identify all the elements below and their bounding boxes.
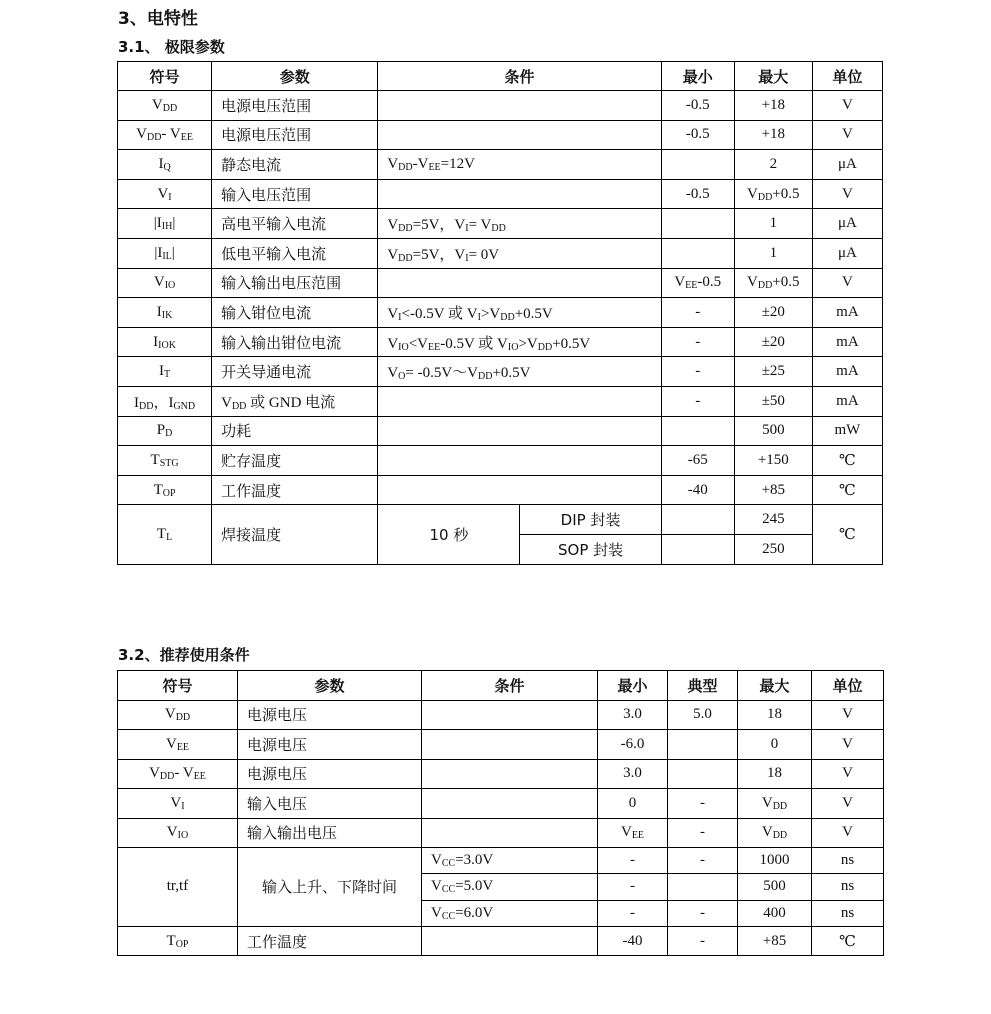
min-cell [661, 416, 734, 446]
table-row [118, 150, 883, 180]
parameter-cell: 焊接温度 [212, 505, 378, 564]
unit-cell: μA [812, 238, 882, 268]
recommended-conditions-table [117, 670, 884, 956]
min-cell: - [598, 900, 668, 926]
unit-cell: mA [812, 327, 882, 357]
symbol-cell: $V_{DD}$ [118, 91, 212, 121]
header-symbol: 符号 [118, 62, 212, 91]
max-cell: +150 [734, 446, 812, 476]
absolute-max-ratings-table [117, 61, 883, 565]
min-cell: - [661, 298, 734, 328]
unit-cell: V [812, 759, 884, 789]
condition-cell [378, 446, 661, 476]
condition-cell [378, 268, 661, 298]
max-cell: ±50 [734, 386, 812, 416]
unit-cell: μA [812, 150, 882, 180]
min-cell: $V_{EE}$ [598, 818, 668, 848]
parameter-cell: 工作温度 [212, 475, 378, 505]
table-row [118, 730, 884, 760]
condition-cell [378, 475, 661, 505]
condition-cell: $V_{DD}=5V$，$V_I= V_{DD}$ [378, 209, 661, 239]
condition-cell [378, 179, 661, 209]
table-row [118, 268, 883, 298]
max-cell: +18 [734, 91, 812, 121]
typ-cell: - [668, 926, 738, 956]
condition-cell [422, 818, 598, 848]
condition-cell [422, 926, 598, 956]
header-unit: 单位 [812, 671, 884, 701]
unit-cell: V [812, 268, 882, 298]
max-cell: 1 [734, 238, 812, 268]
unit-cell: ns [812, 900, 884, 926]
max-cell: 1 [734, 209, 812, 239]
symbol-cell: $V_I$ [118, 179, 212, 209]
parameter-cell: 输入电压范围 [212, 179, 378, 209]
condition-cell: 10 秒 [378, 505, 520, 564]
parameter-cell: 输入上升、下降时间 [238, 848, 422, 927]
min-cell: -6.0 [598, 730, 668, 760]
header-unit: 单位 [812, 62, 882, 91]
table-row [118, 789, 884, 819]
min-cell: -40 [661, 475, 734, 505]
symbol-cell: tr,tf [118, 848, 238, 927]
table-row [118, 209, 883, 239]
unit-cell: V [812, 179, 882, 209]
unit-cell: mA [812, 357, 882, 387]
header-parameter: 参数 [238, 671, 422, 701]
condition-cell: $V_{DD}=5V$，$V_I= 0V$ [378, 238, 661, 268]
symbol-cell: $T_{STG}$ [118, 446, 212, 476]
symbol-cell: $T_{OP}$ [118, 475, 212, 505]
max-cell: 500 [738, 874, 812, 900]
parameter-cell: 贮存温度 [212, 446, 378, 476]
typ-cell: - [668, 789, 738, 819]
condition-cell: $V_{CC}=5.0V$ [422, 874, 598, 900]
min-cell: - [598, 874, 668, 900]
typ-cell: 5.0 [668, 700, 738, 730]
max-cell: 18 [738, 700, 812, 730]
unit-cell: mW [812, 416, 882, 446]
min-cell: 3.0 [598, 700, 668, 730]
symbol-cell: $V_{IO}$ [118, 268, 212, 298]
absolute-max-ratings-title: 3.1、 极限参数 [118, 38, 225, 56]
condition-cell [422, 789, 598, 819]
parameter-cell: 开关导通电流 [212, 357, 378, 387]
condition-cell: $V_{IO}<V_{EE}-0.5V$ 或 $V_{IO}>V_{DD}+0.5V$ [378, 327, 661, 357]
max-cell: ±25 [734, 357, 812, 387]
table-row [118, 238, 883, 268]
symbol-cell: $V_I$ [118, 789, 238, 819]
max-cell: 500 [734, 416, 812, 446]
min-cell [661, 150, 734, 180]
condition-cell: $V_{CC}=3.0V$ [422, 848, 598, 874]
table-row [118, 327, 883, 357]
table-row [118, 386, 883, 416]
unit-cell: ℃ [812, 446, 882, 476]
symbol-cell: $V_{EE}$ [118, 730, 238, 760]
package-cell: DIP 封装 [520, 505, 661, 535]
condition-cell [378, 91, 661, 121]
parameter-cell: 输入钳位电流 [212, 298, 378, 328]
max-cell: 0 [738, 730, 812, 760]
max-cell: ±20 [734, 327, 812, 357]
max-cell: $V_{DD}$ [738, 789, 812, 819]
min-cell: - [661, 327, 734, 357]
max-cell: +18 [734, 120, 812, 150]
typ-cell: - [668, 848, 738, 874]
min-cell: -0.5 [661, 179, 734, 209]
unit-cell: ℃ [812, 475, 882, 505]
header-condition: 条件 [422, 671, 598, 701]
symbol-cell: $I_T$ [118, 357, 212, 387]
max-cell: $V_{DD}+0.5$ [734, 179, 812, 209]
typ-cell [668, 730, 738, 760]
max-cell: 2 [734, 150, 812, 180]
parameter-cell: 低电平输入电流 [212, 238, 378, 268]
symbol-cell: $V_{IO}$ [118, 818, 238, 848]
condition-cell [378, 386, 661, 416]
header-typ: 典型 [668, 671, 738, 701]
typ-cell [668, 874, 738, 900]
min-cell: - [598, 848, 668, 874]
min-cell: 3.0 [598, 759, 668, 789]
table-row [118, 848, 884, 874]
min-cell: - [661, 386, 734, 416]
header-max: 最大 [734, 62, 812, 91]
table-row [118, 700, 884, 730]
symbol-cell: $|I_{IL}|$ [118, 238, 212, 268]
parameter-cell: 工作温度 [238, 926, 422, 956]
condition-cell [422, 759, 598, 789]
unit-cell: ℃ [812, 505, 882, 564]
parameter-cell: 输入电压 [238, 789, 422, 819]
max-cell: 400 [738, 900, 812, 926]
condition-cell [378, 120, 661, 150]
table-row [118, 759, 884, 789]
typ-cell: - [668, 818, 738, 848]
table-row [118, 926, 884, 956]
max-cell: $V_{DD}+0.5$ [734, 268, 812, 298]
condition-cell: $V_{DD}-V_{EE}=12V$ [378, 150, 661, 180]
symbol-cell: $|I_{IH}|$ [118, 209, 212, 239]
recommended-conditions-title: 3.2、推荐使用条件 [118, 646, 250, 664]
parameter-cell: 输入输出电压范围 [212, 268, 378, 298]
unit-cell: V [812, 789, 884, 819]
max-cell: 250 [734, 534, 812, 564]
parameter-cell: 电源电压 [238, 730, 422, 760]
condition-cell [378, 416, 661, 446]
unit-cell: ℃ [812, 926, 884, 956]
parameter-cell: 功耗 [212, 416, 378, 446]
unit-cell: mA [812, 386, 882, 416]
max-cell: 1000 [738, 848, 812, 874]
condition-cell: $V_O=$ $-0.5V\sim V_{DD}+0.5V$ [378, 357, 661, 387]
table-row [118, 120, 883, 150]
min-cell: - [661, 357, 734, 387]
table-row [118, 179, 883, 209]
unit-cell: ns [812, 848, 884, 874]
min-cell: -65 [661, 446, 734, 476]
condition-cell [422, 730, 598, 760]
min-cell: -0.5 [661, 91, 734, 121]
parameter-cell: 高电平输入电流 [212, 209, 378, 239]
table-row [118, 818, 884, 848]
parameter-cell: 电源电压 [238, 759, 422, 789]
symbol-cell: $P_D$ [118, 416, 212, 446]
min-cell: -40 [598, 926, 668, 956]
header-condition: 条件 [378, 62, 661, 91]
unit-cell: μA [812, 209, 882, 239]
parameter-cell: 静态电流 [212, 150, 378, 180]
symbol-cell: $V_{DD}-$ $V_{EE}$ [118, 759, 238, 789]
table-row [118, 446, 883, 476]
min-cell [661, 209, 734, 239]
unit-cell: V [812, 730, 884, 760]
package-cell: SOP 封装 [520, 534, 661, 564]
parameter-cell: 电源电压范围 [212, 91, 378, 121]
header-min: 最小 [598, 671, 668, 701]
table-row [118, 475, 883, 505]
max-cell: +85 [738, 926, 812, 956]
symbol-cell: $T_L$ [118, 505, 212, 564]
min-cell [661, 505, 734, 535]
max-cell: $V_{DD}$ [738, 818, 812, 848]
unit-cell: V [812, 700, 884, 730]
section-title: 3、电特性 [118, 9, 198, 29]
unit-cell: V [812, 91, 882, 121]
unit-cell: ns [812, 874, 884, 900]
symbol-cell: $V_{DD}-$ $V_{EE}$ [118, 120, 212, 150]
min-cell: $V_{EE}-0.5$ [661, 268, 734, 298]
parameter-cell: 输入输出钳位电流 [212, 327, 378, 357]
table-header-row [118, 671, 884, 701]
table-row [118, 357, 883, 387]
table-header-row [118, 62, 883, 91]
symbol-cell: $I_Q$ [118, 150, 212, 180]
unit-cell: V [812, 120, 882, 150]
header-parameter: 参数 [212, 62, 378, 91]
parameter-cell: $V_{DD}$ 或 GND 电流 [212, 386, 378, 416]
table-row [118, 91, 883, 121]
symbol-cell: $I_{IK}$ [118, 298, 212, 328]
min-cell: -0.5 [661, 120, 734, 150]
parameter-cell: 输入输出电压 [238, 818, 422, 848]
min-cell: 0 [598, 789, 668, 819]
min-cell [661, 238, 734, 268]
unit-cell: mA [812, 298, 882, 328]
max-cell: +85 [734, 475, 812, 505]
max-cell: 245 [734, 505, 812, 535]
symbol-cell: $I_{DD}$，$I_{GND}$ [118, 386, 212, 416]
header-min: 最小 [661, 62, 734, 91]
table-row [118, 416, 883, 446]
condition-cell [422, 700, 598, 730]
parameter-cell: 电源电压范围 [212, 120, 378, 150]
symbol-cell: $I_{IOK}$ [118, 327, 212, 357]
condition-cell: $V_{CC}=6.0V$ [422, 900, 598, 926]
min-cell [661, 534, 734, 564]
condition-cell: $V_I<-0.5V$ 或 $V_I>V_{DD}+0.5V$ [378, 298, 661, 328]
typ-cell [668, 759, 738, 789]
symbol-cell: $T_{OP}$ [118, 926, 238, 956]
symbol-cell: $V_{DD}$ [118, 700, 238, 730]
typ-cell: - [668, 900, 738, 926]
table-row [118, 505, 883, 535]
unit-cell: V [812, 818, 884, 848]
max-cell: ±20 [734, 298, 812, 328]
parameter-cell: 电源电压 [238, 700, 422, 730]
header-symbol: 符号 [118, 671, 238, 701]
table-row [118, 298, 883, 328]
max-cell: 18 [738, 759, 812, 789]
header-max: 最大 [738, 671, 812, 701]
